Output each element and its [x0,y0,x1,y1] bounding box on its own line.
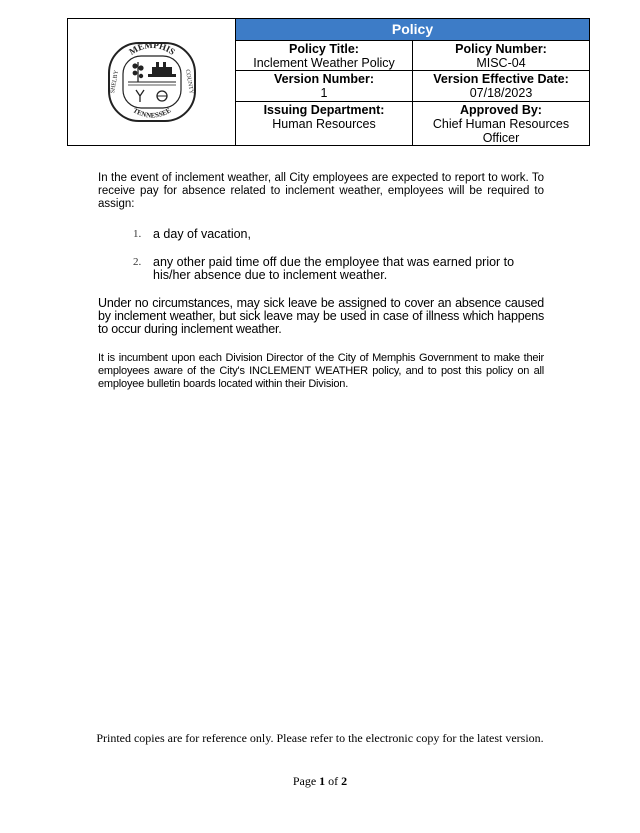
policy-number-value: MISC-04 [476,55,526,70]
seal-cell [68,19,236,145]
list-item-number: 1. [133,228,142,240]
approved-by-value: Chief Human Resources Officer [432,117,570,146]
city-county-seal-icon [106,40,198,124]
department-label: Issuing Department: [263,103,385,118]
effective-date-value: 07/18/2023 [469,86,533,101]
policy-info [236,19,589,145]
seal-bottom-text: TENNESSEE [130,106,173,120]
effective-date-cell [412,71,589,101]
department-cell [236,102,412,145]
policy-title-cell [236,41,412,71]
seal-top-text: MEMPHIS [126,40,177,57]
policy-title-label: Policy Title: [289,41,359,56]
policy-number-label: Policy Number: [455,41,547,56]
version-date-row [236,71,589,102]
department-approval-row [236,102,589,145]
seal-left-text: SHELBY [109,69,120,94]
policy-number-cell [412,41,589,71]
list-item [133,228,543,241]
page-prefix: Page [292,774,317,788]
version-number-label: Version Number: [273,72,375,87]
list-item-number: 2. [133,256,142,268]
department-value: Human Resources [272,117,376,132]
responsibility-paragraph: It is incumbent upon each Division Director of the City of Memphis Government to make their employees aware of the City's INCLEMENT WEATHER policy, and to post this policy on all employee bulletin boards located within their Division. [98,352,544,390]
version-number-value: 1 [320,86,328,101]
version-number-cell [236,71,412,101]
sick-leave-paragraph: Under no circumstances, may sick leave be assigned to cover an absence caused by inclement weather, but sick leave may be used in case of illness which happens to occur during inclement weather. [98,296,544,336]
page-number [0,774,640,789]
approved-by-cell [412,102,589,145]
seal-right-text: COUNTY [183,68,194,95]
footer-note: Printed copies are for reference only. Please refer to the electronic copy for the latest version. [96,731,544,745]
effective-date-label: Version Effective Date: [433,72,569,87]
page-total: 2 [341,774,348,788]
intro-paragraph: In the event of inclement weather, all City employees are expected to report to work. To receive pay for absence related to inclement weather, employees will be required to assign: [98,172,544,210]
list-item-text: any other paid time off due the employee that was earned prior to his/her absence due to inclement weather. [153,255,515,282]
policy-title-value: Inclement Weather Policy [253,55,395,70]
page-of: of [328,774,339,788]
list-item [133,256,543,282]
policy-banner: Policy [236,19,589,41]
list-item-text: a day of vacation, [153,227,251,241]
title-number-row [236,41,589,72]
page-current: 1 [319,774,326,788]
policy-header-table [67,18,590,146]
approved-by-label: Approved By: [460,103,542,118]
